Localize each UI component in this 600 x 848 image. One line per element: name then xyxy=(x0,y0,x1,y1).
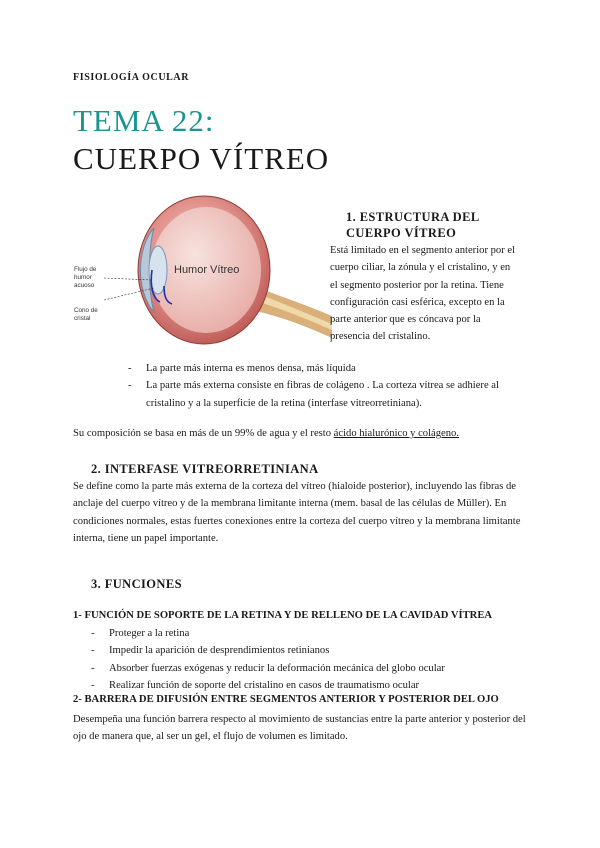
list-item: - Proteger a la retina xyxy=(91,625,531,642)
composition-text xyxy=(73,428,459,439)
list-item: - Absorber fuerzas exógenas y reducir la deformación mecánica del globo ocular xyxy=(91,660,531,677)
flow-label-line-3: acuoso xyxy=(74,282,95,289)
list-item: - La parte más interna es menos densa, más líquida xyxy=(128,360,528,377)
eye-illustration xyxy=(74,188,334,358)
composition-prefix: Su composición se basa en más de un 99% de agua y el resto xyxy=(73,428,334,439)
cone-label-line-1: Cono de xyxy=(74,307,98,314)
section-1-bullets xyxy=(128,360,528,412)
list-item: - La parte más externa consiste en fibras de colágeno . La corteza vítrea se adhiere al cristalino y a la superficie de la retina (interfase vitreorretiniana). xyxy=(128,377,528,412)
section-1-heading: 1. ESTRUCTURA DEL CUERPO VÍTREO xyxy=(346,210,479,240)
section-2-paragraph: Se define como la parte más externa de la corteza del vítreo (hialoide posterior), incluyendo las fibras de anclaje del cuerpo vítreo y de la membrana limitante interna (mem. basal de las células de Müller). En condiciones normales, estas fuertes conexiones entre la corteza del cuerpo vítreo y la membrana limitante interna, tiene un papel importante. xyxy=(73,481,521,544)
vitreous-label: Humor Vítreo xyxy=(174,264,240,276)
section-1-paragraph: Está limitado en el segmento anterior por el cuerpo ciliar, la zónula y el cristalino, y en el segmento posterior por la retina. Tiene configuración casi esférica, excepto en la parte anterior que es cóncava por la presencia del cristalino. xyxy=(330,245,516,343)
function-1-bullets xyxy=(91,625,531,694)
document-header: FISIOLOGÍA OCULAR xyxy=(73,72,190,83)
svg-text:Flujo de humor acuoso xyxy=(74,266,100,322)
list-item: - Impedir la aparición de desprendimientos retinianos xyxy=(91,642,531,659)
page-title: CUERPO VÍTREO xyxy=(73,141,330,176)
function-2-heading: 2- BARRERA DE DIFUSIÓN ENTRE SEGMENTOS ANTERIOR Y POSTERIOR DEL OJO xyxy=(73,694,499,705)
section-3-heading: 3. FUNCIONES xyxy=(91,577,182,591)
composition-underlined: ácido hialurónico y colágeno. xyxy=(333,428,459,439)
function-2-paragraph: Desempeña una función barrera respecto al movimiento de sustancias entre la parte anterior y posterior del ojo de manera que, al ser un gel, el flujo de volumen es limitado. xyxy=(73,714,526,743)
flow-label-line-2: humor xyxy=(74,274,92,281)
section-2-heading: 2. INTERFASE VITREORRETINIANA xyxy=(91,462,319,476)
function-1-heading: 1- FUNCIÓN DE SOPORTE DE LA RETINA Y DE RELLENO DE LA CAVIDAD VÍTREA xyxy=(73,610,493,621)
flow-label-line-1: Flujo de xyxy=(74,266,97,273)
list-item: - Realizar función de soporte del cristalino en casos de traumatismo ocular xyxy=(91,677,531,694)
topic-number: TEMA 22: xyxy=(73,103,215,138)
cone-label-line-2: cristal xyxy=(74,315,91,322)
